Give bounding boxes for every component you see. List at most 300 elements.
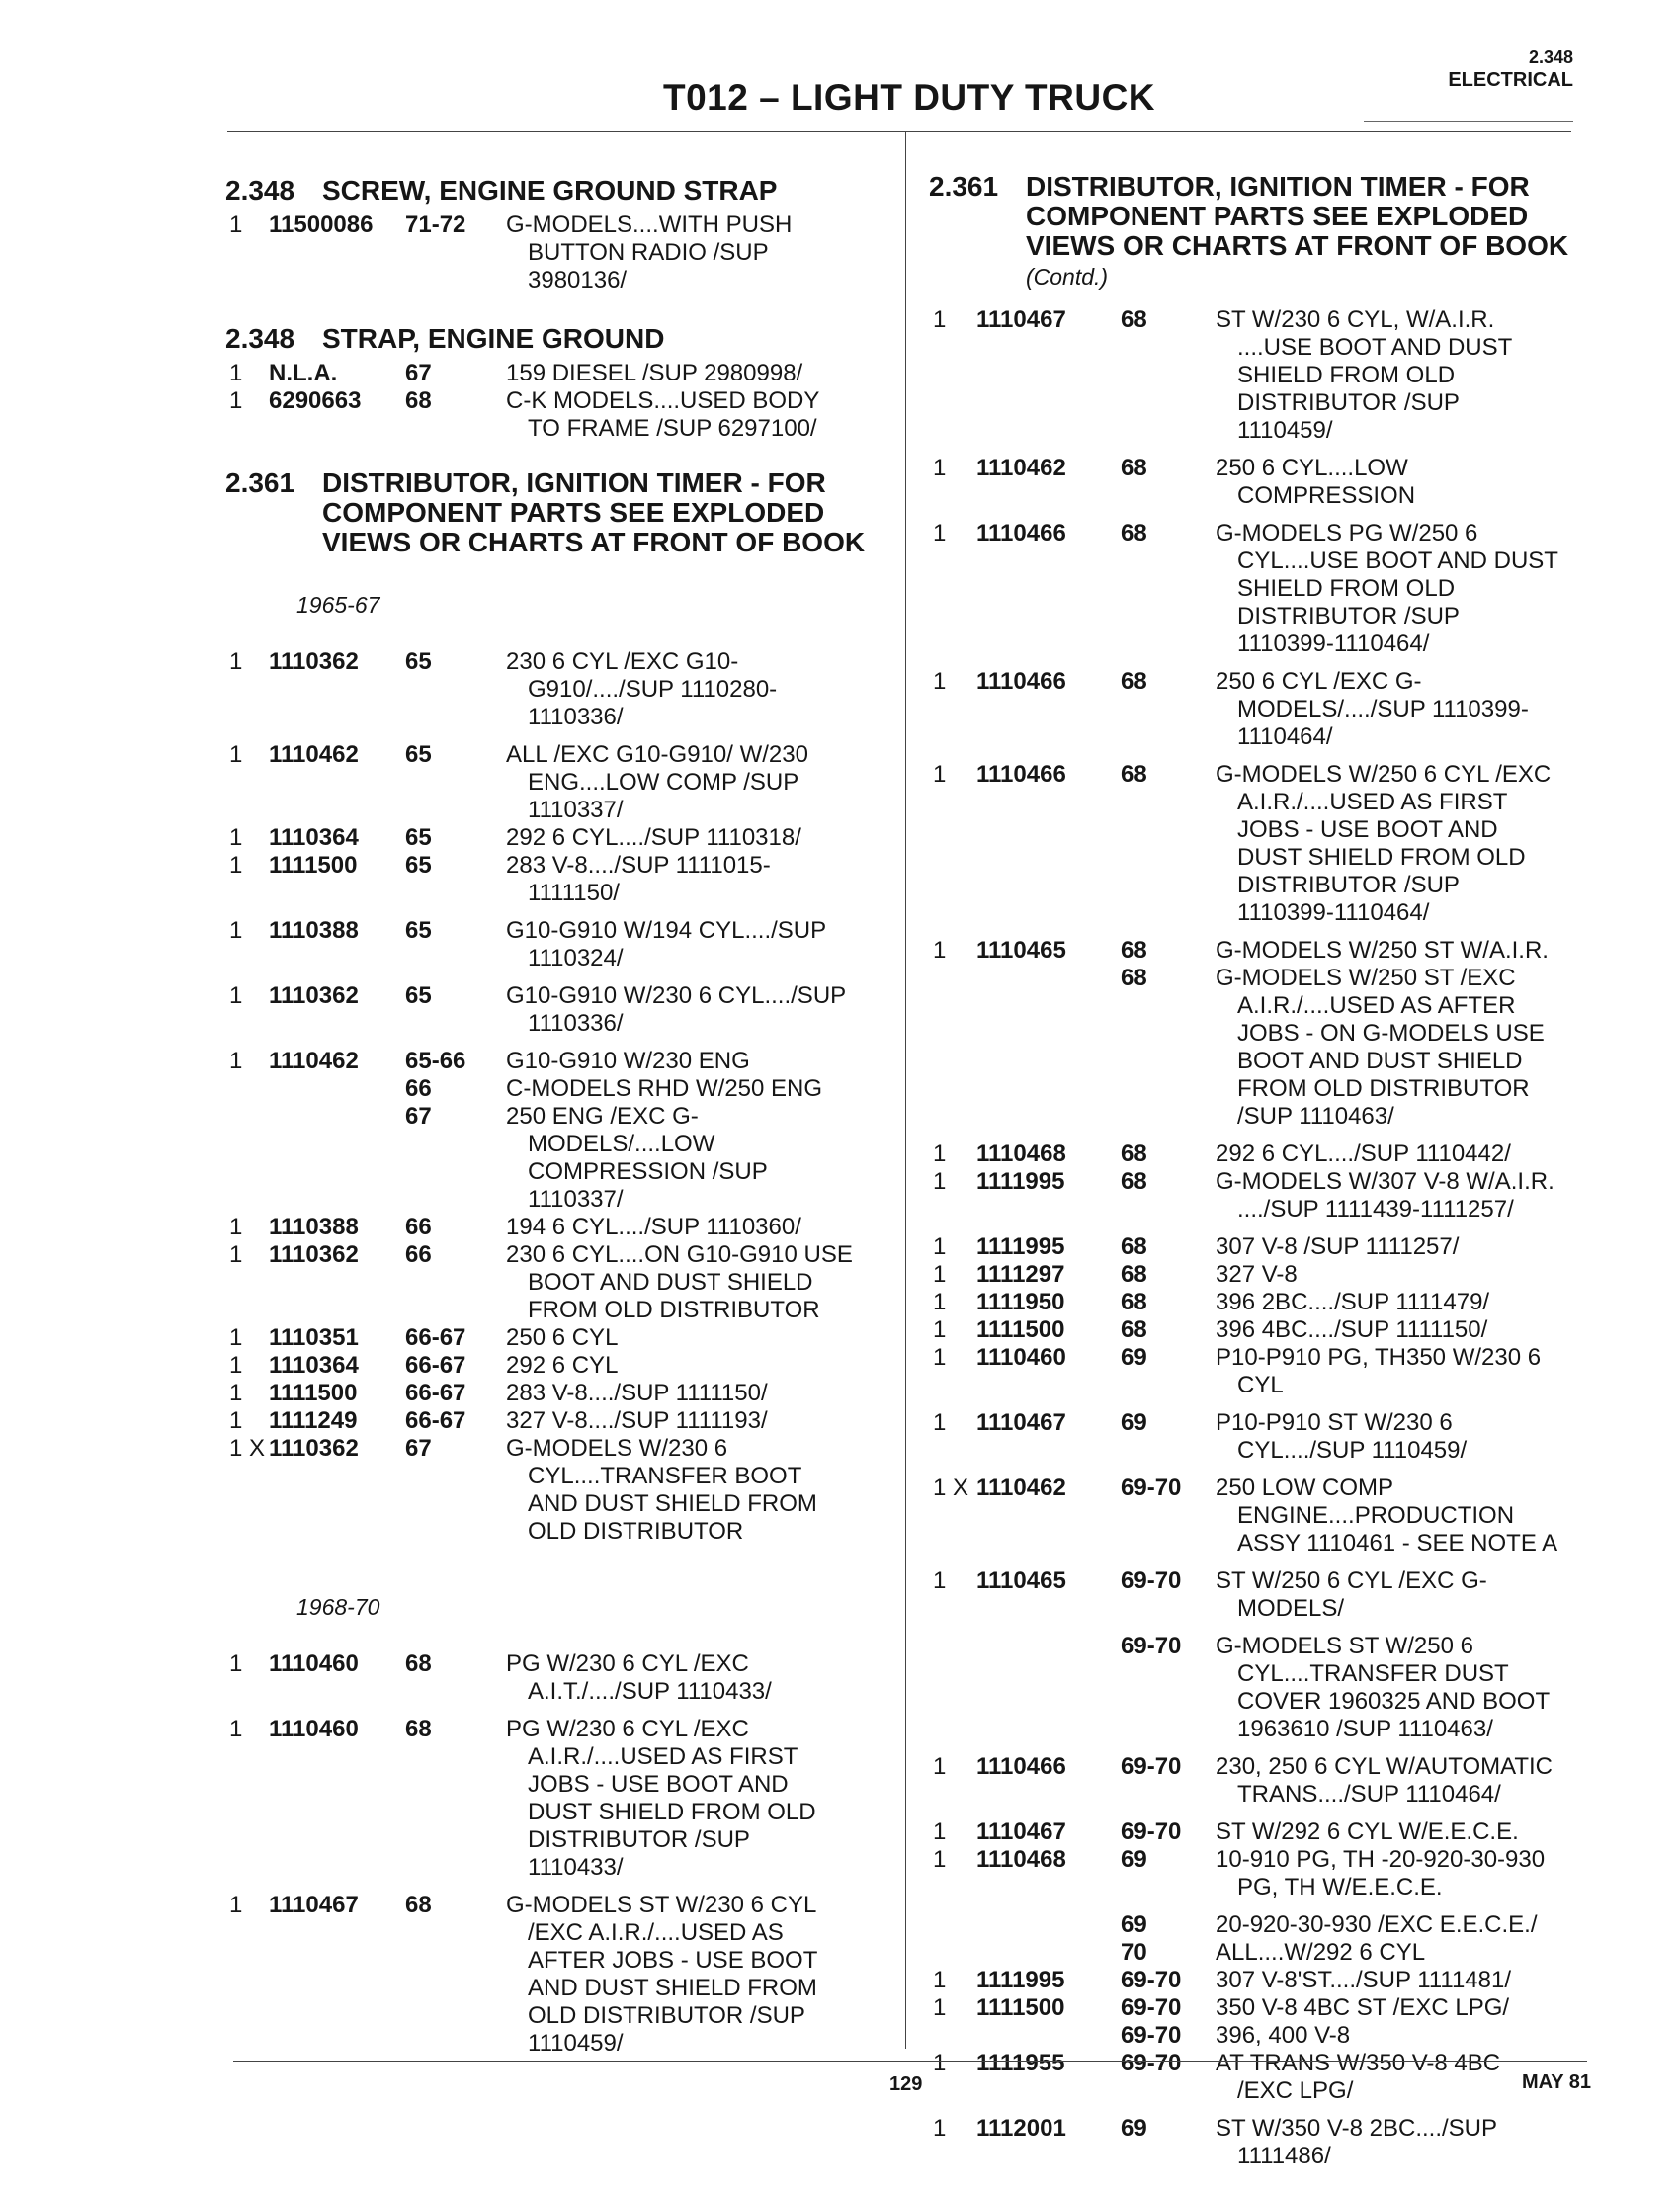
part-number: 1110460 xyxy=(269,1716,359,1742)
description-line: 10-910 PG, TH -20-920-30-930 xyxy=(1216,1846,1546,1873)
description-line: 292 6 CYL..../SUP 1110442/ xyxy=(1216,1140,1511,1167)
part-qty: 1 xyxy=(229,741,243,768)
part-description xyxy=(1216,1967,1601,1994)
part-years: 69-70 xyxy=(1121,1567,1182,1594)
description-line: AND DUST SHIELD FROM xyxy=(528,1490,817,1517)
description-line: DISTRIBUTOR /SUP xyxy=(1237,389,1460,416)
description-line: G-MODELS W/250 ST /EXC xyxy=(1216,965,1516,991)
part-description xyxy=(1216,2115,1601,2170)
part-number: 1110362 xyxy=(269,648,359,675)
part-description xyxy=(1216,1911,1601,1939)
part-years: 68 xyxy=(405,1716,432,1742)
part-years: 69 xyxy=(1121,1846,1147,1873)
description-line: 307 V-8 /SUP 1111257/ xyxy=(1216,1233,1460,1260)
description-line: 1110336/ xyxy=(528,704,624,730)
section-title: STRAP, ENGINE GROUND xyxy=(322,323,665,354)
part-description xyxy=(506,360,887,387)
part-description xyxy=(506,1241,887,1324)
description-line: COMPRESSION xyxy=(1237,482,1416,509)
column-divider xyxy=(905,131,906,2049)
part-years: 65 xyxy=(405,917,432,944)
part-qty: 1 xyxy=(933,306,947,333)
description-line: G-MODELS W/250 6 CYL /EXC xyxy=(1216,761,1552,788)
part-qty: 1 xyxy=(933,520,947,547)
description-line: DUST SHIELD FROM OLD xyxy=(1237,844,1526,871)
description-line: ST W/350 V-8 2BC..../SUP xyxy=(1216,2115,1497,2142)
part-years: 66-67 xyxy=(405,1352,466,1379)
part-row xyxy=(929,2115,1601,2170)
part-description xyxy=(506,1716,887,1882)
description-line: ENGINE....PRODUCTION xyxy=(1237,1502,1515,1529)
part-row xyxy=(929,761,1601,927)
part-qty: 1 xyxy=(229,360,243,386)
description-line: A.I.T./..../SUP 1110433/ xyxy=(528,1678,772,1705)
part-years: 66 xyxy=(405,1214,432,1240)
part-row xyxy=(929,1140,1601,1168)
part-row xyxy=(929,1261,1601,1289)
part-number: 6290663 xyxy=(269,387,362,414)
part-row xyxy=(929,1475,1601,1558)
description-line: 194 6 CYL..../SUP 1110360/ xyxy=(506,1214,801,1240)
description-line: 327 V-8 xyxy=(1216,1261,1298,1288)
part-number: 1110466 xyxy=(976,668,1066,695)
part-number: 1110364 xyxy=(269,1352,359,1379)
description-line: OLD DISTRIBUTOR /SUP xyxy=(528,2002,805,2029)
description-line: DUST SHIELD FROM OLD xyxy=(528,1799,816,1825)
part-description xyxy=(506,824,887,852)
part-description xyxy=(506,1892,887,2058)
description-line: G10-G910 W/230 ENG xyxy=(506,1048,750,1074)
description-line: 1111150/ xyxy=(528,880,620,906)
part-description xyxy=(1216,1753,1601,1809)
part-row xyxy=(929,1967,1601,1994)
part-row xyxy=(225,852,887,907)
part-qty: 1 xyxy=(933,455,947,481)
section-title: SCREW, ENGINE GROUND STRAP xyxy=(322,175,778,206)
description-line: PG W/230 6 CYL /EXC xyxy=(506,1650,749,1677)
part-qty: 1 xyxy=(933,1140,947,1167)
description-line: CYL..../SUP 1110459/ xyxy=(1237,1437,1468,1464)
description-line: 1110399-1110464/ xyxy=(1237,899,1430,926)
part-row xyxy=(929,2022,1601,2050)
description-line: BOOT AND DUST SHIELD xyxy=(1237,1048,1523,1074)
part-qty: 1 xyxy=(933,1316,947,1343)
part-row xyxy=(929,455,1601,510)
part-description xyxy=(1216,520,1601,658)
part-description xyxy=(506,852,887,907)
part-number: 1110351 xyxy=(269,1324,359,1351)
part-qty: 1 xyxy=(933,1409,947,1436)
part-row xyxy=(929,1344,1601,1399)
description-line: 1110337/ xyxy=(528,1186,624,1213)
part-qty: 1 xyxy=(933,1168,947,1195)
description-line: AND DUST SHIELD FROM xyxy=(528,1975,817,2001)
description-line: COVER 1960325 AND BOOT xyxy=(1237,1688,1551,1715)
description-line: 250 6 CYL /EXC G- xyxy=(1216,668,1422,695)
part-qty: 1 xyxy=(229,1407,243,1434)
part-qty: 1 xyxy=(933,1753,947,1780)
part-number: 1110460 xyxy=(976,1344,1066,1371)
part-qty: 1 xyxy=(229,917,243,944)
part-years: 71-72 xyxy=(405,211,466,238)
part-number: 1110364 xyxy=(269,824,359,851)
description-line: MODELS/....LOW xyxy=(528,1131,715,1157)
description-line: 327 V-8..../SUP 1111193/ xyxy=(506,1407,768,1434)
part-number: 1110465 xyxy=(976,1567,1066,1594)
description-line: /EXC LPG/ xyxy=(1237,2077,1354,2104)
description-line: SHIELD FROM OLD xyxy=(1237,575,1456,602)
part-number: 1110462 xyxy=(976,455,1066,481)
part-description xyxy=(1216,1344,1601,1399)
part-years: 68 xyxy=(1121,965,1147,991)
description-line: COMPRESSION /SUP xyxy=(528,1158,768,1185)
part-row xyxy=(225,1214,887,1241)
part-qty: 1 xyxy=(229,1716,243,1742)
description-line: DISTRIBUTOR /SUP xyxy=(1237,603,1460,630)
description-line: 1110336/ xyxy=(528,1010,624,1037)
part-description xyxy=(1216,1140,1601,1168)
part-qty: 1 xyxy=(933,1233,947,1260)
part-years: 69-70 xyxy=(1121,1994,1182,2021)
description-line: FROM OLD DISTRIBUTOR xyxy=(1237,1075,1530,1102)
part-years: 68 xyxy=(1121,520,1147,547)
description-line: DISTRIBUTOR /SUP xyxy=(528,1826,750,1853)
description-line: 20-920-30-930 /EXC E.E.C.E./ xyxy=(1216,1911,1538,1938)
part-years: 67 xyxy=(405,360,432,386)
description-line: ALL /EXC G10-G910/ W/230 xyxy=(506,741,808,768)
description-line: ..../SUP 1111439-1111257/ xyxy=(1237,1196,1514,1223)
part-row xyxy=(225,1435,887,1546)
part-description xyxy=(506,1103,887,1214)
description-line: ST W/292 6 CYL W/E.E.C.E. xyxy=(1216,1818,1519,1845)
part-qty: 1 xyxy=(933,1846,947,1873)
part-row xyxy=(929,937,1601,965)
part-row xyxy=(929,668,1601,751)
part-row xyxy=(929,1633,1601,1743)
section-strap-engine-ground xyxy=(225,324,887,443)
part-description xyxy=(506,1214,887,1241)
description-line: CYL....TRANSFER BOOT xyxy=(528,1463,802,1489)
description-line: PG W/230 6 CYL /EXC xyxy=(506,1716,749,1742)
part-number: 1110362 xyxy=(269,1241,359,1268)
description-line: JOBS - USE BOOT AND xyxy=(1237,816,1498,843)
part-qty: 1 xyxy=(229,1241,243,1268)
part-years: 69-70 xyxy=(1121,1967,1182,1993)
description-line: 230 6 CYL....ON G10-G910 USE xyxy=(506,1241,853,1268)
part-number: 1111955 xyxy=(976,2050,1065,2076)
part-years: 69-70 xyxy=(1121,1633,1182,1659)
part-number: 1111950 xyxy=(976,1289,1065,1315)
description-line: 1110399-1110464/ xyxy=(1237,631,1430,657)
part-row xyxy=(929,1409,1601,1465)
part-description xyxy=(1216,1846,1601,1901)
part-qty: 1 xyxy=(933,2115,947,2142)
part-row xyxy=(929,2050,1601,2105)
description-line: 250 ENG /EXC G- xyxy=(506,1103,699,1130)
part-years: 68 xyxy=(405,1892,432,1918)
part-years: 68 xyxy=(1121,1261,1147,1288)
part-description xyxy=(1216,668,1601,751)
part-row xyxy=(225,360,887,387)
part-row xyxy=(225,741,887,824)
description-line: G-MODELS....WITH PUSH xyxy=(506,211,793,238)
section-screw-ground-strap xyxy=(225,176,887,295)
description-line: C-K MODELS....USED BODY xyxy=(506,387,820,414)
part-description xyxy=(1216,1994,1601,2022)
part-years: 68 xyxy=(1121,1168,1147,1195)
description-line: 1110464/ xyxy=(1237,723,1333,750)
description-line: CYL....USE BOOT AND DUST xyxy=(1237,548,1558,574)
part-number: 1110466 xyxy=(976,1753,1066,1780)
part-number: 1111249 xyxy=(269,1407,358,1434)
part-description xyxy=(506,1380,887,1407)
description-line: ENG....LOW COMP /SUP xyxy=(528,769,799,796)
description-line: G10-G910 W/230 6 CYL..../SUP xyxy=(506,982,847,1009)
description-line: CYL xyxy=(1237,1372,1284,1398)
part-row xyxy=(225,982,887,1038)
part-number: 1110468 xyxy=(976,1846,1066,1873)
part-description xyxy=(1216,761,1601,927)
description-line: 1110459/ xyxy=(528,2030,624,2057)
part-description xyxy=(506,1435,887,1546)
part-qty: 1 xyxy=(933,2050,947,2076)
description-line: 1110337/ xyxy=(528,797,624,823)
part-number: 1111995 xyxy=(976,1168,1065,1195)
description-line: FROM OLD DISTRIBUTOR xyxy=(528,1297,820,1323)
part-years: 68 xyxy=(1121,1289,1147,1315)
part-qty: 1 xyxy=(229,824,243,851)
part-description xyxy=(506,741,887,824)
description-line: PG, TH W/E.E.C.E. xyxy=(1237,1874,1443,1900)
description-line: P10-P910 ST W/230 6 xyxy=(1216,1409,1453,1436)
part-description xyxy=(506,982,887,1038)
description-line: P10-P910 PG, TH350 W/230 6 xyxy=(1216,1344,1542,1371)
description-line: 3980136/ xyxy=(528,267,628,294)
description-line: OLD DISTRIBUTOR xyxy=(528,1518,744,1545)
description-line: ....USE BOOT AND DUST xyxy=(1237,334,1513,361)
part-description xyxy=(1216,1261,1601,1289)
description-line: G-MODELS ST W/250 6 xyxy=(1216,1633,1473,1659)
part-number: 1111995 xyxy=(976,1233,1065,1260)
part-years: 69 xyxy=(1121,1344,1147,1371)
part-years: 69 xyxy=(1121,1911,1147,1938)
part-number: 1110468 xyxy=(976,1140,1066,1167)
part-qty: 1 xyxy=(933,1967,947,1993)
part-years: 69 xyxy=(1121,1409,1147,1436)
section-number: 2.361 xyxy=(929,171,999,202)
part-number: 1110388 xyxy=(269,1214,359,1240)
part-number: 1110465 xyxy=(976,937,1066,964)
part-qty: 1 xyxy=(933,761,947,788)
part-qty: 1 xyxy=(933,668,947,695)
part-qty: 1 xyxy=(229,387,243,414)
part-qty: 1 xyxy=(229,1650,243,1677)
part-years: 68 xyxy=(1121,761,1147,788)
part-row xyxy=(929,1846,1601,1901)
part-number: 1110362 xyxy=(269,1435,359,1462)
right-column xyxy=(929,164,1601,2180)
part-years: 65 xyxy=(405,852,432,879)
part-description xyxy=(1216,1939,1601,1967)
part-number: 1110467 xyxy=(269,1892,359,1918)
part-row xyxy=(929,1233,1601,1261)
part-description xyxy=(1216,1233,1601,1261)
description-line: ST W/230 6 CYL, W/A.I.R. xyxy=(1216,306,1495,333)
part-years: 68 xyxy=(1121,937,1147,964)
description-line: G-MODELS W/230 6 xyxy=(506,1435,728,1462)
part-qty: 1 xyxy=(229,211,243,238)
description-line: ASSY 1110461 - SEE NOTE A xyxy=(1237,1530,1558,1557)
description-line: 1110433/ xyxy=(528,1854,624,1881)
part-number: 1110467 xyxy=(976,1818,1066,1845)
part-number: 11500086 xyxy=(269,211,374,238)
part-years: 68 xyxy=(405,1650,432,1677)
part-qty: 1 xyxy=(229,982,243,1009)
part-description xyxy=(1216,306,1601,445)
part-description xyxy=(506,1048,887,1075)
description-line: JOBS - ON G-MODELS USE xyxy=(1237,1020,1545,1047)
page-date: MAY 81 xyxy=(1521,2071,1591,2093)
part-description xyxy=(1216,1567,1601,1623)
description-line: 283 V-8..../SUP 1111150/ xyxy=(506,1380,768,1406)
part-qty: 1 xyxy=(933,937,947,964)
description-line: A.I.R./....USED AS FIRST xyxy=(1237,789,1508,815)
part-row xyxy=(929,1753,1601,1809)
section-distributor-contd xyxy=(929,172,1601,2170)
part-description xyxy=(506,1075,887,1103)
part-number: 1110462 xyxy=(976,1475,1066,1501)
part-years: 66-67 xyxy=(405,1324,466,1351)
section-title: DISTRIBUTOR, IGNITION TIMER - FOR COMPONENT PARTS SEE EXPLODED VIEWS OR CHARTS AT FRONT OF BOOK xyxy=(322,467,866,557)
description-line: 292 6 CYL..../SUP 1110318/ xyxy=(506,824,801,851)
part-row xyxy=(225,1407,887,1435)
part-years: 68 xyxy=(1121,455,1147,481)
section-number: 2.348 xyxy=(225,175,295,206)
part-row xyxy=(225,1352,887,1380)
description-line: 159 DIESEL /SUP 2980998/ xyxy=(506,360,803,386)
description-line: A.I.R./....USED AS FIRST xyxy=(528,1743,798,1770)
part-qty: 1 xyxy=(933,1261,947,1288)
part-description xyxy=(1216,1168,1601,1224)
page-number: 129 xyxy=(889,2073,923,2095)
part-years: 66-67 xyxy=(405,1407,466,1434)
description-line: AFTER JOBS - USE BOOT xyxy=(528,1947,818,1974)
part-qty: 1 xyxy=(933,1289,947,1315)
header-underline xyxy=(1364,121,1573,122)
description-line: G-MODELS W/307 V-8 W/A.I.R. xyxy=(1216,1168,1554,1195)
part-row xyxy=(225,648,887,731)
part-row xyxy=(929,1911,1601,1939)
part-qty: 1 xyxy=(229,1048,243,1074)
part-qty: 1 xyxy=(229,1892,243,1918)
part-years: 65 xyxy=(405,648,432,675)
part-years: 69-70 xyxy=(1121,2050,1182,2076)
part-row xyxy=(929,1168,1601,1224)
part-number: 1110362 xyxy=(269,982,359,1009)
part-qty: 1 xyxy=(229,852,243,879)
part-years: 68 xyxy=(1121,1316,1147,1343)
part-row xyxy=(225,1716,887,1882)
part-description xyxy=(1216,1409,1601,1465)
description-line: /SUP 1110463/ xyxy=(1237,1103,1394,1130)
part-qty: 1 xyxy=(933,1567,947,1594)
description-line: 396 4BC..../SUP 1111150/ xyxy=(1216,1316,1488,1343)
description-line: G-MODELS ST W/230 6 CYL xyxy=(506,1892,817,1918)
part-row xyxy=(929,1939,1601,1967)
part-years: 68 xyxy=(1121,1140,1147,1167)
part-description xyxy=(1216,1316,1601,1344)
part-qty: 1 X xyxy=(229,1435,266,1462)
part-description xyxy=(1216,965,1601,1131)
description-line: 230 6 CYL /EXC G10- xyxy=(506,648,739,675)
part-row xyxy=(225,1650,887,1706)
part-row xyxy=(225,1075,887,1103)
part-years: 68 xyxy=(1121,306,1147,333)
part-years: 69-70 xyxy=(1121,1818,1182,1845)
part-row xyxy=(225,1241,887,1324)
description-line: ST W/250 6 CYL /EXC G- xyxy=(1216,1567,1487,1594)
part-row xyxy=(225,1324,887,1352)
top-rule xyxy=(227,131,1571,132)
part-number: 1111500 xyxy=(269,852,358,879)
part-number: 1110460 xyxy=(269,1650,359,1677)
part-description xyxy=(506,1352,887,1380)
era-label: 1965-67 xyxy=(296,592,380,618)
part-number: 1110467 xyxy=(976,1409,1066,1436)
part-description xyxy=(1216,1289,1601,1316)
part-number: 1112001 xyxy=(976,2115,1066,2142)
description-line: G-MODELS PG W/250 6 xyxy=(1216,520,1478,547)
section-number: 2.348 xyxy=(225,323,295,354)
description-line: SHIELD FROM OLD xyxy=(1237,362,1456,388)
description-line: 230, 250 6 CYL W/AUTOMATIC xyxy=(1216,1753,1554,1780)
part-number: 1111500 xyxy=(976,1316,1065,1343)
description-line: TO FRAME /SUP 6297100/ xyxy=(528,415,817,442)
part-qty: 1 xyxy=(229,1352,243,1379)
description-line: C-MODELS RHD W/250 ENG xyxy=(506,1075,823,1102)
part-years: 65 xyxy=(405,982,432,1009)
part-qty: 1 xyxy=(933,1818,947,1845)
part-description xyxy=(1216,937,1601,965)
description-line: 1110324/ xyxy=(528,945,624,971)
parts-list xyxy=(225,211,887,295)
description-line: G10-G910 W/194 CYL..../SUP xyxy=(506,917,827,944)
part-row xyxy=(225,917,887,972)
part-years: 69-70 xyxy=(1121,1475,1182,1501)
part-description xyxy=(1216,1475,1601,1558)
description-line: MODELS/ xyxy=(1237,1595,1345,1622)
part-row xyxy=(929,306,1601,445)
description-line: 1110459/ xyxy=(1237,417,1333,444)
description-line: 396 2BC..../SUP 1111479/ xyxy=(1216,1289,1490,1315)
description-line: 250 6 CYL....LOW xyxy=(1216,455,1408,481)
part-years: 65 xyxy=(405,824,432,851)
description-line: 307 V-8'ST..../SUP 1111481/ xyxy=(1216,1967,1512,1993)
parts-list xyxy=(929,306,1601,2170)
part-description xyxy=(1216,1633,1601,1743)
part-years: 68 xyxy=(1121,1233,1147,1260)
part-number: 1110388 xyxy=(269,917,359,944)
part-number: 1111297 xyxy=(976,1261,1065,1288)
description-line: 396, 400 V-8 xyxy=(1216,2022,1351,2049)
part-years: 67 xyxy=(405,1435,432,1462)
part-years: 67 xyxy=(405,1103,432,1130)
part-qty: 1 xyxy=(933,1344,947,1371)
description-line: ALL....W/292 6 CYL xyxy=(1216,1939,1426,1966)
part-row xyxy=(225,824,887,852)
part-row xyxy=(929,1994,1601,2022)
description-line: JOBS - USE BOOT AND xyxy=(528,1771,789,1798)
